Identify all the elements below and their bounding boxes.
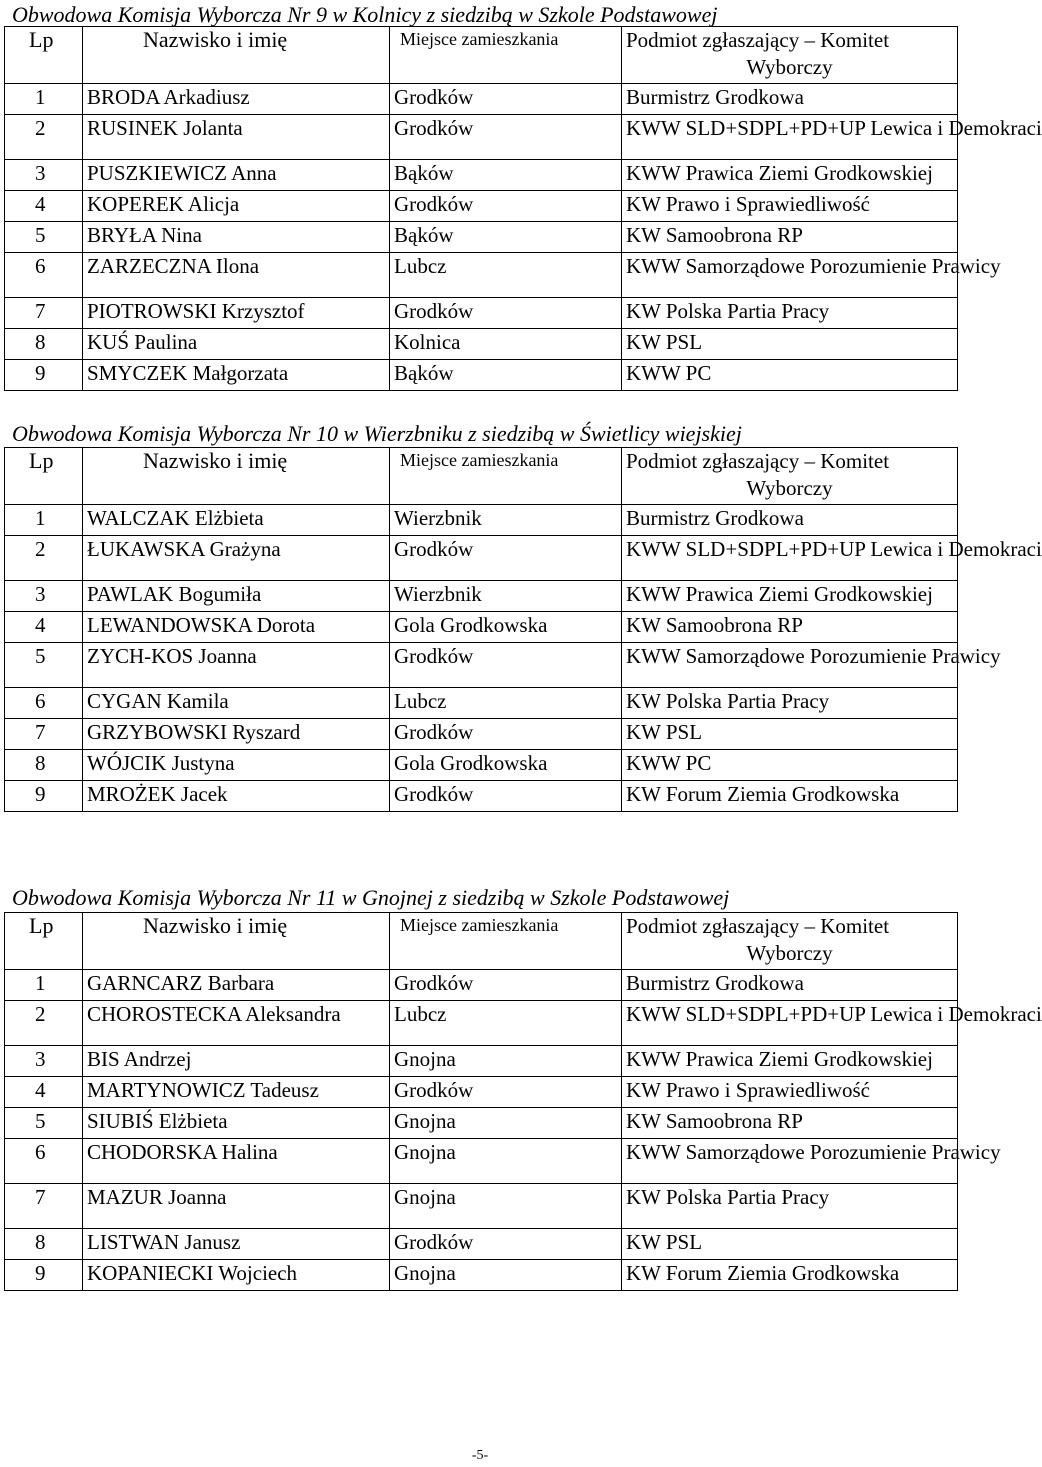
row-lp: 3 — [5, 160, 83, 191]
row-place: Grodków — [390, 1077, 622, 1108]
row-place: Grodków — [390, 191, 622, 222]
row-name: PAWLAK Bogumiła — [83, 581, 390, 612]
table-row — [5, 329, 958, 360]
row-name: GRZYBOWSKI Ryszard — [83, 719, 390, 750]
table-header-row — [5, 27, 958, 84]
row-place: Wierzbnik — [390, 581, 622, 612]
table-row — [5, 505, 958, 536]
header-subject-line1: Podmiot zgłaszający – Komitet — [626, 449, 890, 473]
header-place: Miejsce zamieszkania — [390, 27, 622, 84]
row-name: MARTYNOWICZ Tadeusz — [83, 1077, 390, 1108]
row-place: Grodków — [390, 115, 622, 160]
header-place: Miejsce zamieszkania — [390, 448, 622, 505]
row-name: SMYCZEK Małgorzata — [83, 360, 390, 391]
table-row — [5, 1077, 958, 1108]
row-name: WÓJCIK Justyna — [83, 750, 390, 781]
row-place: Gola Grodkowska — [390, 750, 622, 781]
header-name: Nazwisko i imię — [83, 27, 390, 84]
header-subject-line2: Wyborczy — [746, 941, 833, 965]
row-place: Grodków — [390, 781, 622, 812]
table-row — [5, 688, 958, 719]
table-row — [5, 160, 958, 191]
table-row — [5, 1260, 958, 1291]
row-lp: 3 — [5, 581, 83, 612]
table-row — [5, 536, 958, 581]
table-row — [5, 1046, 958, 1077]
row-subject: KW Samoobrona RP — [622, 222, 958, 253]
section-title: Obwodowa Komisja Wyborcza Nr 9 w Kolnicy z siedzibą w Szkole Podstawowej — [12, 2, 718, 27]
row-name: BRYŁA Nina — [83, 222, 390, 253]
row-lp: 6 — [5, 253, 83, 298]
row-name: KUŚ Paulina — [83, 329, 390, 360]
table-row — [5, 750, 958, 781]
row-subject: KW Prawo i Sprawiedliwość — [622, 191, 958, 222]
row-place: Grodków — [390, 643, 622, 688]
row-name: SIUBIŚ Elżbieta — [83, 1108, 390, 1139]
row-name: LEWANDOWSKA Dorota — [83, 612, 390, 643]
row-name: GARNCARZ Barbara — [83, 970, 390, 1001]
table-row — [5, 612, 958, 643]
table-row — [5, 1229, 958, 1260]
row-subject: KWW PC — [622, 750, 958, 781]
row-name: PIOTROWSKI Krzysztof — [83, 298, 390, 329]
row-name: KOPANIECKI Wojciech — [83, 1260, 390, 1291]
row-name: CHOROSTECKA Aleksandra — [83, 1001, 390, 1046]
row-lp: 2 — [5, 1001, 83, 1046]
table-row — [5, 298, 958, 329]
row-subject: KW Polska Partia Pracy — [622, 688, 958, 719]
header-subject-line2: Wyborczy — [746, 476, 833, 500]
row-name: ZYCH-KOS Joanna — [83, 643, 390, 688]
row-subject: KWW SLD+SDPL+PD+UP Lewica i Demokraci — [622, 115, 958, 160]
row-place: Grodków — [390, 719, 622, 750]
row-place: Gnojna — [390, 1260, 622, 1291]
header-subject-line1: Podmiot zgłaszający – Komitet — [626, 914, 890, 938]
row-name: ŁUKAWSKA Grażyna — [83, 536, 390, 581]
row-lp: 7 — [5, 1184, 83, 1229]
row-lp: 9 — [5, 781, 83, 812]
row-place: Wierzbnik — [390, 505, 622, 536]
row-place: Bąków — [390, 360, 622, 391]
row-subject: Burmistrz Grodkowa — [622, 84, 958, 115]
table-header-row — [5, 913, 958, 970]
table-row — [5, 1001, 958, 1046]
table-row — [5, 1184, 958, 1229]
header-subject-line1: Podmiot zgłaszający – Komitet — [626, 28, 890, 52]
row-lp: 4 — [5, 1077, 83, 1108]
row-lp: 8 — [5, 750, 83, 781]
row-subject: KW Polska Partia Pracy — [622, 1184, 958, 1229]
table-row — [5, 115, 958, 160]
row-lp: 5 — [5, 1108, 83, 1139]
row-lp: 8 — [5, 1229, 83, 1260]
row-place: Lubcz — [390, 1001, 622, 1046]
row-lp: 5 — [5, 222, 83, 253]
row-subject: KWW Prawica Ziemi Grodkowskiej — [622, 581, 958, 612]
header-lp: Lp — [5, 27, 83, 84]
table-row — [5, 643, 958, 688]
members-table — [4, 912, 1042, 1291]
row-name: BRODA Arkadiusz — [83, 84, 390, 115]
table-row — [5, 84, 958, 115]
row-subject: KW PSL — [622, 1229, 958, 1260]
table-row — [5, 581, 958, 612]
row-place: Gnojna — [390, 1108, 622, 1139]
table-row — [5, 781, 958, 812]
table-row — [5, 1108, 958, 1139]
section-title: Obwodowa Komisja Wyborcza Nr 11 w Gnojnej z siedzibą w Szkole Podstawowej — [12, 885, 730, 910]
row-subject: Burmistrz Grodkowa — [622, 970, 958, 1001]
row-subject: Burmistrz Grodkowa — [622, 505, 958, 536]
table-row — [5, 970, 958, 1001]
row-place: Bąków — [390, 222, 622, 253]
row-place: Gola Grodkowska — [390, 612, 622, 643]
row-subject: KWW Samorządowe Porozumienie Prawicy — [622, 643, 958, 688]
header-subject-line2: Wyborczy — [746, 55, 833, 79]
table-row — [5, 191, 958, 222]
row-subject: KWW PC — [622, 360, 958, 391]
row-lp: 7 — [5, 719, 83, 750]
header-subject — [622, 913, 958, 970]
row-place: Lubcz — [390, 688, 622, 719]
members-table — [4, 26, 1042, 391]
row-name: LISTWAN Janusz — [83, 1229, 390, 1260]
row-subject: KW PSL — [622, 329, 958, 360]
row-lp: 6 — [5, 688, 83, 719]
row-lp: 6 — [5, 1139, 83, 1184]
section-title: Obwodowa Komisja Wyborcza Nr 10 w Wierzbniku z siedzibą w Świetlicy wiejskiej — [12, 421, 742, 446]
table-row — [5, 253, 958, 298]
row-place: Grodków — [390, 84, 622, 115]
row-lp: 1 — [5, 505, 83, 536]
page-number: -5- — [471, 1448, 489, 1463]
header-lp: Lp — [5, 913, 83, 970]
row-name: MROŻEK Jacek — [83, 781, 390, 812]
row-subject: KW Samoobrona RP — [622, 612, 958, 643]
row-subject: KW Polska Partia Pracy — [622, 298, 958, 329]
row-subject: KWW SLD+SDPL+PD+UP Lewica i Demokraci — [622, 536, 958, 581]
row-place: Gnojna — [390, 1046, 622, 1077]
row-name: ZARZECZNA Ilona — [83, 253, 390, 298]
row-lp: 5 — [5, 643, 83, 688]
table-row — [5, 360, 958, 391]
row-lp: 2 — [5, 115, 83, 160]
row-name: KOPEREK Alicja — [83, 191, 390, 222]
row-subject: KW Forum Ziemia Grodkowska — [622, 1260, 958, 1291]
header-lp: Lp — [5, 448, 83, 505]
row-subject: KW Forum Ziemia Grodkowska — [622, 781, 958, 812]
row-lp: 2 — [5, 536, 83, 581]
row-place: Kolnica — [390, 329, 622, 360]
row-place: Gnojna — [390, 1139, 622, 1184]
row-subject: KW Prawo i Sprawiedliwość — [622, 1077, 958, 1108]
row-name: MAZUR Joanna — [83, 1184, 390, 1229]
row-place: Grodków — [390, 1229, 622, 1260]
row-subject: KWW Prawica Ziemi Grodkowskiej — [622, 1046, 958, 1077]
row-name: CYGAN Kamila — [83, 688, 390, 719]
row-lp: 4 — [5, 612, 83, 643]
row-place: Bąków — [390, 160, 622, 191]
row-name: PUSZKIEWICZ Anna — [83, 160, 390, 191]
row-place: Lubcz — [390, 253, 622, 298]
row-place: Gnojna — [390, 1184, 622, 1229]
table-header-row — [5, 448, 958, 505]
table-row — [5, 1139, 958, 1184]
row-lp: 1 — [5, 970, 83, 1001]
row-lp: 3 — [5, 1046, 83, 1077]
header-subject — [622, 448, 958, 505]
table-row — [5, 719, 958, 750]
row-subject: KWW Samorządowe Porozumienie Prawicy — [622, 253, 958, 298]
members-table — [4, 447, 1042, 812]
row-name: RUSINEK Jolanta — [83, 115, 390, 160]
row-subject: KWW SLD+SDPL+PD+UP Lewica i Demokraci — [622, 1001, 958, 1046]
row-place: Grodków — [390, 536, 622, 581]
row-lp: 7 — [5, 298, 83, 329]
row-place: Grodków — [390, 970, 622, 1001]
row-lp: 8 — [5, 329, 83, 360]
row-name: CHODORSKA Halina — [83, 1139, 390, 1184]
row-lp: 9 — [5, 1260, 83, 1291]
row-subject: KW PSL — [622, 719, 958, 750]
row-name: WALCZAK Elżbieta — [83, 505, 390, 536]
header-name: Nazwisko i imię — [83, 448, 390, 505]
row-subject: KWW Samorządowe Porozumienie Prawicy — [622, 1139, 958, 1184]
table-row — [5, 222, 958, 253]
header-name: Nazwisko i imię — [83, 913, 390, 970]
row-lp: 9 — [5, 360, 83, 391]
row-subject: KW Samoobrona RP — [622, 1108, 958, 1139]
row-name: BIS Andrzej — [83, 1046, 390, 1077]
row-lp: 4 — [5, 191, 83, 222]
row-lp: 1 — [5, 84, 83, 115]
header-subject — [622, 27, 958, 84]
header-place: Miejsce zamieszkania — [390, 913, 622, 970]
row-subject: KWW Prawica Ziemi Grodkowskiej — [622, 160, 958, 191]
row-place: Grodków — [390, 298, 622, 329]
